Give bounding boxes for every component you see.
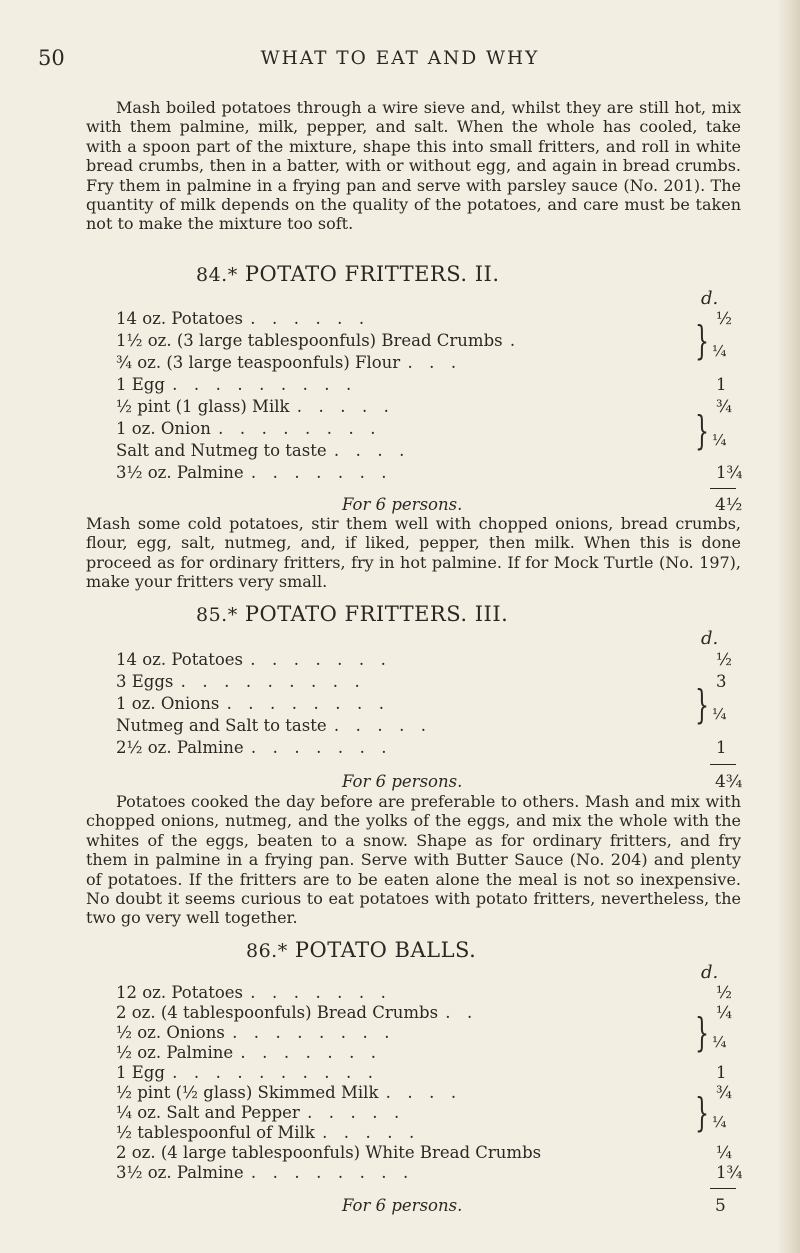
ingredient-name: 14 oz. Potatoes . . . . . . . <box>116 650 388 669</box>
recipe-86-number: 86.* <box>246 940 288 962</box>
recipe-84-number: 84.* <box>196 264 238 286</box>
ingredient-name: ¼ oz. Salt and Pepper . . . . . <box>116 1103 402 1122</box>
ingredient-name: 14 oz. Potatoes . . . . . . <box>116 309 367 328</box>
ingredient-name: 1 Egg . . . . . . . . . . <box>116 1063 376 1082</box>
recipe-85-heading <box>196 602 508 626</box>
recipe-84-persons: For 6 persons. <box>342 495 463 514</box>
ingredient-name: ½ oz. Palmine . . . . . . . <box>116 1043 379 1062</box>
total-rule <box>710 764 736 765</box>
intro-paragraph: Mash boiled potatoes through a wire sieve and, whilst they are still hot, mix with them palmine, milk, pepper, and salt. When the whole has cooled, take with a spoon part of the mixture, shape this into small fritters, and roll in white bread crumbs, then in a batter, with or without egg, and again in bread crumbs. Fry them in palmine in a frying pan and serve with parsley sauce (No. 201). The quantity of milk depends on the quality of the potatoes, and care must be taken not to make the mixture too soft. <box>86 98 741 234</box>
ingredient-cost: ¼ <box>716 1003 732 1022</box>
ingredient-cost: 1¾ <box>716 1163 743 1182</box>
recipe-86-title: POTATO BALLS. <box>294 938 477 962</box>
ingredient-row <box>116 309 732 330</box>
ingredient-row <box>116 353 691 374</box>
ingredient-row <box>116 1083 732 1104</box>
recipe-84-title: POTATO FRITTERS. II. <box>244 262 500 286</box>
ingredient-name: 2 oz. (4 tablespoonfuls) Bread Crumbs . . <box>116 1003 475 1022</box>
ingredient-name: 3½ oz. Palmine . . . . . . . . <box>116 1163 411 1182</box>
recipe-86-total: 5 <box>715 1196 726 1216</box>
ingredient-cost: 1 <box>716 375 727 394</box>
bracket-cost: ¼ <box>712 1033 727 1051</box>
ingredient-name: 1 oz. Onion . . . . . . . . <box>116 419 378 438</box>
bracket: } <box>695 684 709 729</box>
page-header <box>0 46 800 76</box>
ingredient-name: ½ tablespoonful of Milk . . . . . <box>116 1123 417 1142</box>
recipe-84-total: 4½ <box>715 495 743 515</box>
ingredient-name: Nutmeg and Salt to taste . . . . . <box>116 716 429 735</box>
ingredient-cost: ½ <box>716 650 732 669</box>
ingredient-name: 2 oz. (4 large tablespoonfuls) White Bread Crumbs <box>116 1143 542 1162</box>
ingredient-row <box>116 738 727 759</box>
ingredient-name: ½ pint (1 glass) Milk . . . . . <box>116 397 391 416</box>
bracket: } <box>695 410 709 455</box>
recipe-86-persons: For 6 persons. <box>342 1196 463 1215</box>
ingredient-cost: 3 <box>716 672 727 691</box>
bracket-cost: ¼ <box>712 431 727 449</box>
ingredient-row <box>116 694 691 715</box>
ingredient-row <box>116 650 732 671</box>
page-number: 50 <box>38 46 65 70</box>
bracket-cost: ¼ <box>712 342 727 360</box>
ingredient-cost: 1 <box>716 738 727 757</box>
ingredient-row <box>116 1123 691 1144</box>
ingredient-cost: 1 <box>716 1063 727 1082</box>
ingredient-name: 3 Eggs . . . . . . . . . <box>116 672 362 691</box>
recipe-85-cost-header: d. <box>701 628 719 649</box>
ingredient-row <box>116 672 727 693</box>
ingredient-name: ½ pint (½ glass) Skimmed Milk . . . . <box>116 1083 459 1102</box>
ingredient-name: Salt and Nutmeg to taste . . . . <box>116 441 407 460</box>
ingredient-cost: ½ <box>716 983 732 1002</box>
ingredient-row <box>116 1163 743 1184</box>
ingredient-row <box>116 375 727 396</box>
ingredient-name: 3½ oz. Palmine . . . . . . . <box>116 463 389 482</box>
bracket: } <box>695 1092 709 1137</box>
ingredient-row <box>116 463 743 484</box>
ingredient-row <box>116 1063 727 1084</box>
ingredient-row <box>116 419 691 440</box>
ingredient-row <box>116 441 691 462</box>
recipe-86-heading <box>246 938 476 962</box>
bracket-cost: ¼ <box>712 705 727 723</box>
ingredient-name: 1 Egg . . . . . . . . . <box>116 375 354 394</box>
page-edge-shadow <box>778 0 800 1253</box>
recipe-84-method: Mash some cold potatoes, stir them well with chopped onions, bread crumbs, flour, egg, salt, nutmeg, and, if liked, pepper, then milk. When this is done proceed as for ordinary fritters, fry in hot palmine. If for Mock Turtle (No. 197), make your fritters very small. <box>86 514 741 592</box>
recipe-84-cost-header: d. <box>701 288 719 309</box>
ingredient-name: 1 oz. Onions . . . . . . . . <box>116 694 386 713</box>
ingredient-cost: 1¾ <box>716 463 743 482</box>
ingredient-row <box>116 331 691 352</box>
recipe-85-persons: For 6 persons. <box>342 772 463 791</box>
ingredient-cost: ¾ <box>716 1083 732 1102</box>
bracket: } <box>695 320 709 365</box>
ingredient-row <box>116 1003 732 1024</box>
ingredient-cost: ¼ <box>716 1143 732 1162</box>
ingredient-cost: ½ <box>716 309 732 328</box>
ingredient-row <box>116 1143 732 1164</box>
ingredient-row <box>116 1043 691 1064</box>
total-rule <box>710 488 736 489</box>
ingredient-row <box>116 1103 691 1124</box>
ingredient-cost: ¾ <box>716 397 732 416</box>
ingredient-row <box>116 983 732 1004</box>
ingredient-name: 12 oz. Potatoes . . . . . . . <box>116 983 388 1002</box>
ingredient-row <box>116 1023 691 1044</box>
recipe-85-method: Potatoes cooked the day before are preferable to others. Mash and mix with chopped onions, nutmeg, and the yolks of the eggs, and mix the whole with the whites of the eggs, beaten to a snow. Shape as for ordinary fritters, and fry them in palmine in a frying pan. Serve with Butter Sauce (No. 204) and plenty of potatoes. If the fritters are to be eaten alone the meal is not so inexpensive. No doubt it seems curious to eat potatoes with potato fritters, nevertheless, the two go very well together. <box>86 792 741 928</box>
ingredient-row <box>116 397 732 418</box>
recipe-85-title: POTATO FRITTERS. III. <box>244 602 509 626</box>
recipe-85-total: 4¾ <box>715 772 743 792</box>
total-rule <box>710 1188 736 1189</box>
recipe-85-number: 85.* <box>196 604 238 626</box>
ingredient-name: ½ oz. Onions . . . . . . . . <box>116 1023 392 1042</box>
ingredient-name: 2½ oz. Palmine . . . . . . . <box>116 738 389 757</box>
running-title: WHAT TO EAT AND WHY <box>260 48 540 69</box>
ingredient-name: 1½ oz. (3 large tablespoonfuls) Bread Crumbs . <box>116 331 518 350</box>
ingredient-name: ¾ oz. (3 large teaspoonfuls) Flour . . . <box>116 353 459 372</box>
bracket-cost: ¼ <box>712 1113 727 1131</box>
ingredient-row <box>116 716 691 737</box>
bracket: } <box>695 1012 709 1057</box>
recipe-84-heading <box>196 262 500 286</box>
recipe-86-cost-header: d. <box>701 962 719 983</box>
